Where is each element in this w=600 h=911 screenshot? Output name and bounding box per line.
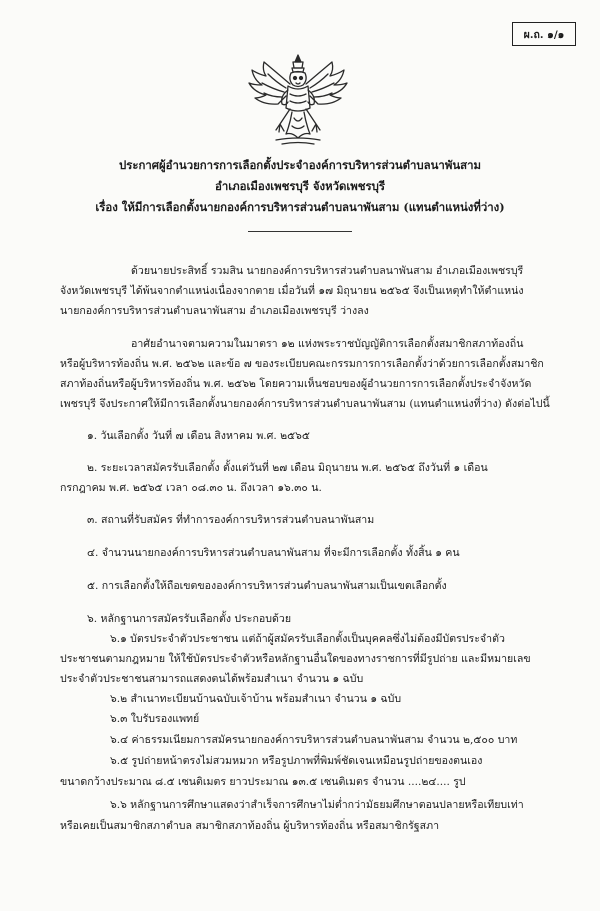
title-divider xyxy=(248,231,352,232)
sub-6-1-line-3: ประจำตัวประชาชนสามารถแสดงตนได้พร้อมสำเนา จำนวน ๑ ฉบับ xyxy=(60,673,364,685)
item-6: ๖. หลักฐานการสมัครรับเลือกตั้ง ประกอบด้วย xyxy=(87,613,292,625)
title-line-2: อำเภอเมืองเพชรบุรี จังหวัดเพชรบุรี xyxy=(215,179,385,193)
form-code: ผ.ถ. ๑/๑ xyxy=(523,28,565,41)
sub-6-5-line-1: ๖.๕ รูปถ่ายหน้าตรงไม่สวมหมวก หรือรูปภาพที่พิมพ์ชัดเจนเหมือนรูปถ่ายของตนเอง xyxy=(110,755,483,767)
authority-line-1: อาศัยอำนาจตามความในมาตรา ๑๒ แห่งพระราชบัญญัติการเลือกตั้งสมาชิกสภาท้องถิ่น xyxy=(131,338,524,350)
authority-line-3: สภาท้องถิ่นหรือผู้บริหารท้องถิ่น พ.ศ. ๒๕๖๒ โดยความเห็นชอบของผู้อำนวยการการเลือกตั้งประจำจังหวัด xyxy=(60,378,532,390)
item-2-line-1: ๒. ระยะเวลาสมัครรับเลือกตั้ง ตั้งแต่วันที่ ๒๗ เดือน มิถุนายน พ.ศ. ๒๕๖๕ ถึงวันที่ ๑ เดือน xyxy=(87,462,488,474)
sub-6-4: ๖.๔ ค่าธรรมเนียมการสมัครนายกองค์การบริหารส่วนตำบลนาพันสาม จำนวน ๒,๕๐๐ บาท xyxy=(110,734,518,746)
item-1: ๑. วันเลือกตั้ง วันที่ ๗ เดือน สิงหาคม พ.ศ. ๒๕๖๕ xyxy=(87,430,310,442)
form-code-box xyxy=(512,22,576,46)
sub-6-2: ๖.๒ สำเนาทะเบียนบ้านฉบับเจ้าบ้าน พร้อมสำเนา จำนวน ๑ ฉบับ xyxy=(110,693,402,705)
item-2-line-2: กรกฎาคม พ.ศ. ๒๕๖๕ เวลา ๐๘.๓๐ น. ถึงเวลา ๑๖.๓๐ น. xyxy=(60,482,322,494)
title-line-3: เรื่อง ให้มีการเลือกตั้งนายกองค์การบริหารส่วนตำบลนาพันสาม (แทนตำแหน่งที่ว่าง) xyxy=(95,200,505,214)
garuda-emblem-icon xyxy=(246,52,350,150)
authority-line-2: หรือผู้บริหารท้องถิ่น พ.ศ. ๒๕๖๒ และข้อ ๗ ของระเบียบคณะกรรมการการเลือกตั้งว่าด้วยการเลือกตั้งสมาชิก xyxy=(60,358,544,370)
item-5: ๕. การเลือกตั้งให้ถือเขตขององค์การบริหารส่วนตำบลนาพันสามเป็นเขตเลือกตั้ง xyxy=(87,580,447,592)
authority-line-4: เพชรบุรี จึงประกาศให้มีการเลือกตั้งนายกองค์การบริหารส่วนตำบลนาพันสาม (แทนตำแหน่งที่ว่าง) ดังต่อไปนี้ xyxy=(60,398,550,410)
sub-6-1-line-2: ประชาชนตามกฎหมาย ให้ใช้บัตรประจำตัวหรือหลักฐานอื่นใดของทางราชการที่มีรูปถ่าย และมีหมายเลข xyxy=(60,653,531,665)
item-3: ๓. สถานที่รับสมัคร ที่ทำการองค์การบริหารส่วนตำบลนาพันสาม xyxy=(87,514,375,526)
intro-line-3: นายกองค์การบริหารส่วนตำบลนาพันสาม อำเภอเมืองเพชรบุรี ว่างลง xyxy=(60,305,369,317)
sub-6-6-line-1: ๖.๖ หลักฐานการศึกษาแสดงว่าสำเร็จการศึกษาไม่ต่ำกว่ามัธยมศึกษาตอนปลายหรือเทียบเท่า xyxy=(110,799,524,811)
item-4: ๔. จำนวนนายกองค์การบริหารส่วนตำบลนาพันสาม ที่จะมีการเลือกตั้ง ทั้งสิ้น ๑ คน xyxy=(87,547,460,559)
sub-6-5-line-2: ขนาดกว้างประมาณ ๘.๕ เซนติเมตร ยาวประมาณ ๑๓.๕ เซนติเมตร จำนวน ....๒๔.... รูป xyxy=(60,776,466,788)
sub-6-1-line-1: ๖.๑ บัตรประจำตัวประชาชน แต่ถ้าผู้สมัครรับเลือกตั้งเป็นบุคคลซึ่งไม่ต้องมีบัตรประจำตัว xyxy=(110,633,505,645)
intro-line-2: จังหวัดเพชรบุรี ได้พ้นจากตำแหน่งเนื่องจากตาย เมื่อวันที่ ๑๗ มิถุนายน ๒๕๖๕ จึงเป็นเหตุทำให้ตำแหน่ง xyxy=(60,285,524,297)
sub-6-6-line-2: หรือเคยเป็นสมาชิกสภาตำบล สมาชิกสภาท้องถิ่น ผู้บริหารท้องถิ่น หรือสมาชิกรัฐสภา xyxy=(60,820,440,832)
intro-line-1: ด้วยนายประสิทธิ์ รวมสิน นายกองค์การบริหารส่วนตำบลนาพันสาม อำเภอเมืองเพชรบุรี xyxy=(131,265,524,277)
title-line-1: ประกาศผู้อำนวยการการเลือกตั้งประจำองค์การบริหารส่วนตำบลนาพันสาม xyxy=(119,158,481,172)
sub-6-3: ๖.๓ ใบรับรองแพทย์ xyxy=(110,713,200,725)
